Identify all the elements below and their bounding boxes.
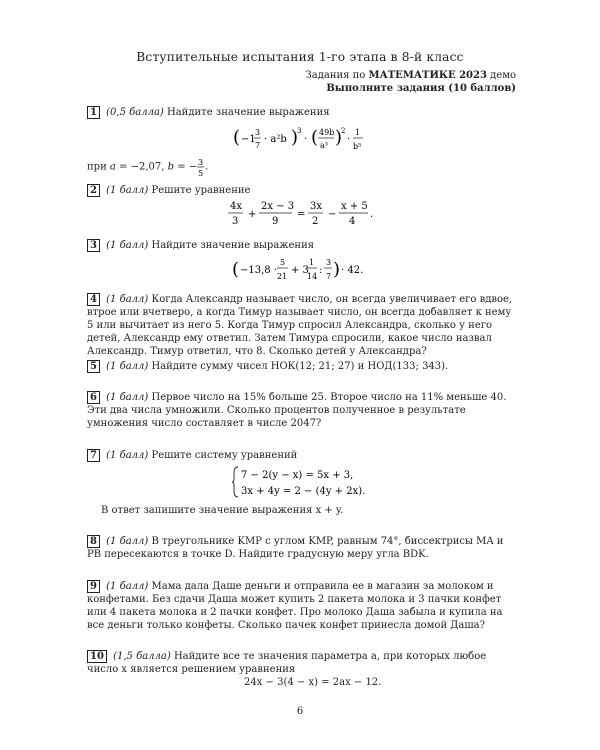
- svg-text:3: 3: [232, 216, 239, 227]
- header-block: [306, 69, 516, 95]
- task-4: [87, 293, 517, 358]
- svg-text:(: (: [311, 127, 319, 148]
- page-number: 6: [296, 706, 304, 717]
- task-10: [87, 650, 517, 676]
- formula-10: 24x − 3(4 − x) = 2ax − 12.: [244, 677, 382, 688]
- task-points: (1 балл): [106, 294, 149, 305]
- task-number: 1: [87, 106, 100, 119]
- svg-text:+ 3: + 3: [291, 265, 309, 276]
- task-text: Когда Александр называет число, он всегда увеличивает его вдвое, втрое или вчетверо, а когда Тимур называет число, он всегда добавляет к нему 5 или вычитает из него 5. Когда Тимур спросил Александра, сколько у него детей, Александр ему ответил. Затем Тимура спросили, какое число назвал Александр. Тимур ответил, что 8. Сколько детей у Александра?: [87, 294, 513, 357]
- task-text: Найдите значение выражения: [151, 240, 315, 251]
- task-points: (0,5 балла): [106, 107, 164, 118]
- svg-text:·: ·: [347, 134, 351, 145]
- svg-text:(: (: [232, 259, 240, 280]
- task-points: (1 балл): [106, 240, 149, 251]
- task-text: В треугольнике KMP с углом KMP, равным 74°, биссектрисы MA и PB пересекаются в точке D. Найдите градусную меру угла BDK.: [87, 536, 504, 560]
- svg-text:2x − 3: 2x − 3: [261, 201, 295, 212]
- task-text: Найдите все те значения параметра a, при которых любое число x является решением уравнения: [87, 651, 487, 675]
- task-8: [87, 535, 517, 561]
- svg-text:x + 5: x + 5: [341, 201, 368, 212]
- task-5: [87, 360, 517, 373]
- task-number: 5: [87, 360, 100, 373]
- task-number: 8: [87, 535, 100, 548]
- task-points: (1 балл): [106, 361, 149, 372]
- task-1-condition: при a = −2,07, b = − 3 5 .: [87, 158, 209, 177]
- task-points: (1 балл): [106, 581, 149, 592]
- task-text: Мама дала Даше деньги и отправила ее в магазин за молоком и конфетами. Без сдачи Даша может купить 2 пакета молока и 3 пачки конфет или 4 пакета молока и 2 пачки конфет. Про молоко Даша забыла и купила на все деньги только конфеты. Сколько пачек конфет принесла домой Даша?: [87, 581, 503, 631]
- instruction: Выполните задания (10 баллов): [326, 83, 516, 94]
- svg-text:49b: 49b: [319, 128, 335, 137]
- task-text: Найдите значение выражения: [167, 107, 330, 118]
- svg-text:1: 1: [309, 258, 315, 267]
- svg-text:+: +: [248, 209, 257, 220]
- svg-text:2: 2: [341, 127, 346, 135]
- svg-text:21: 21: [277, 272, 288, 281]
- task-7: [87, 449, 517, 462]
- svg-text:1: 1: [355, 128, 361, 137]
- svg-text:(: (: [233, 127, 241, 148]
- task-6: [87, 391, 517, 430]
- task-number: 4: [87, 293, 100, 306]
- svg-text:3: 3: [255, 128, 261, 137]
- task-points: (1 балл): [106, 392, 149, 403]
- svg-text:3: 3: [198, 158, 204, 167]
- task-points: (1 балл): [106, 536, 149, 547]
- svg-text:5: 5: [198, 169, 204, 177]
- svg-text:−: −: [328, 209, 337, 220]
- subtitle: Задания по МАТЕМАТИКЕ 2023 демо: [305, 70, 516, 81]
- task-text: Найдите сумму чисел НОК(12; 21; 27) и НОД(133; 343).: [151, 361, 449, 372]
- task-points: (1 балл): [106, 185, 149, 196]
- task-points: (1 балл): [106, 450, 149, 461]
- svg-text:· a²b: · a²b: [264, 134, 287, 145]
- svg-text:): ): [333, 259, 341, 280]
- task-text: Решите систему уравнений: [151, 450, 298, 461]
- svg-text:·: ·: [304, 134, 308, 145]
- svg-text:a³: a³: [320, 141, 328, 150]
- svg-text:4: 4: [349, 216, 356, 227]
- formula-3: [232, 254, 372, 286]
- task-text: Первое число на 15% больше 25. Второе число на 11% меньше 40. Эти два числа умножили. Сколько процентов полученное в результате умножения число составляет в числе 2047?: [87, 392, 507, 429]
- svg-text::: :: [319, 265, 323, 276]
- formula-2: [228, 198, 388, 230]
- formula-7: [232, 465, 382, 499]
- svg-text:−13,8 ·: −13,8 ·: [240, 265, 278, 276]
- svg-text:7: 7: [255, 141, 261, 150]
- task-9: [87, 580, 517, 632]
- task-number: 2: [87, 184, 100, 197]
- svg-text:): ): [291, 127, 299, 148]
- task-number: 10: [87, 650, 107, 663]
- svg-text:14: 14: [307, 272, 318, 281]
- page-title: Вступительные испытания 1-го этапа в 8-й класс: [136, 50, 464, 64]
- svg-text:=: =: [297, 209, 306, 220]
- task-3: [87, 239, 517, 252]
- svg-text:7: 7: [326, 272, 332, 281]
- task-number: 7: [87, 449, 100, 462]
- svg-text:9: 9: [272, 216, 279, 227]
- task-points: (1,5 балла): [113, 651, 171, 662]
- task-1: [87, 106, 517, 119]
- task-text: Решите уравнение: [151, 185, 251, 196]
- svg-text:3: 3: [297, 127, 302, 135]
- svg-text:): ): [335, 127, 343, 148]
- equation-b: 3x + 4y = 2 − (4y + 2x).: [241, 486, 366, 497]
- svg-text:.: .: [370, 209, 374, 220]
- formula-1: [233, 122, 373, 158]
- equation-a: 7 − 2(y − x) = 5x + 3,: [241, 470, 354, 481]
- svg-text:· 42.: · 42.: [341, 265, 364, 276]
- task-number: 6: [87, 391, 100, 404]
- task-2: [87, 184, 517, 197]
- task-number: 3: [87, 239, 100, 252]
- svg-text:−1: −1: [241, 134, 256, 145]
- task-7-answer-note: В ответ запишите значение выражения x + y.: [101, 505, 344, 516]
- svg-text:3: 3: [326, 258, 332, 267]
- svg-text:2: 2: [312, 216, 319, 227]
- svg-text:5: 5: [280, 258, 286, 267]
- svg-text:b⁵: b⁵: [353, 142, 362, 151]
- task-number: 9: [87, 580, 100, 593]
- svg-text:4x: 4x: [230, 201, 243, 212]
- svg-text:3x: 3x: [310, 201, 323, 212]
